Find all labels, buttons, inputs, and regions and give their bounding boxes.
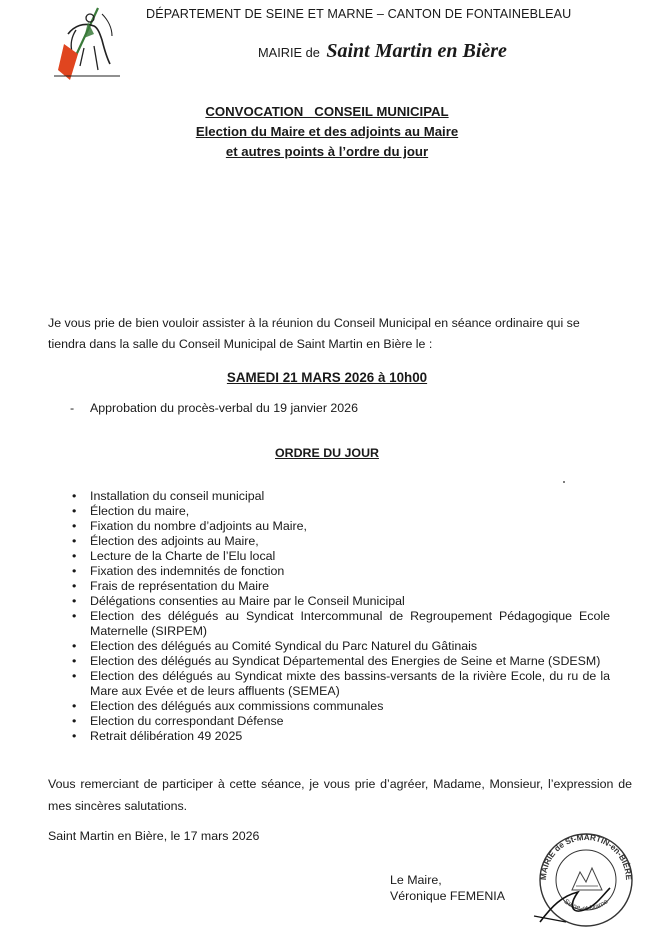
list-item: • Election des délégués au Comité Syndical du Parc Naturel du Gâtinais	[72, 639, 478, 653]
bullet-icon: •	[72, 534, 77, 548]
mairie-heading	[258, 40, 507, 63]
bullet-icon: •	[72, 519, 77, 533]
list-item: • Fixation du nombre d’adjoints au Maire,	[72, 519, 307, 533]
title-convocation: CONVOCATION CONSEIL MUNICIPAL	[205, 104, 449, 119]
bullet-icon: •	[72, 654, 77, 668]
preliminary-marker: -	[70, 401, 75, 415]
list-item: • Retrait délibération 49 2025	[72, 729, 243, 743]
signature-block	[390, 872, 505, 904]
preliminary-item: Approbation du procès-verbal du 19 janvier 2026	[90, 401, 358, 415]
bullet-icon: •	[72, 504, 77, 518]
meeting-date: SAMEDI 21 MARS 2026 à 10h00	[226, 370, 428, 385]
title-other-points: et autres points à l’ordre du jour	[225, 144, 429, 159]
bullet-icon: •	[72, 579, 77, 593]
agenda-list	[70, 489, 610, 744]
bullet-icon: •	[72, 699, 77, 713]
bullet-icon: •	[72, 564, 77, 578]
list-item: • Lecture de la Charte de l’Elu local	[72, 549, 276, 563]
svg-text:MAIRIE de St-MARTIN-en-BIÈRE	[539, 833, 633, 881]
mairie-prefix: MAIRIE de	[258, 45, 320, 60]
signer-name: Véronique FEMENIA	[390, 889, 506, 903]
title-election: Election du Maire et des adjoints au Maire	[195, 124, 459, 139]
list-item: • Fixation des indemnités de fonction	[72, 564, 285, 578]
bullet-icon: •	[72, 609, 77, 623]
town-logo-icon	[50, 4, 122, 82]
svg-text:Seine-et-Marne	[562, 898, 609, 912]
place-and-date: Saint Martin en Bière, le 17 mars 2026	[48, 829, 260, 843]
stamp-bottom-text: Seine-et-Marne	[562, 898, 610, 913]
closing-paragraph: Vous remerciant de participer à cette séance, je vous prie d’agréer, Madame, Monsieur, l’expression de mes sincères salutations.	[48, 777, 632, 813]
document-titles	[0, 102, 654, 162]
list-item: • Frais de représentation du Maire	[72, 579, 270, 593]
department-heading: DÉPARTEMENT DE SEINE ET MARNE – CANTON DE FONTAINEBLEAU	[146, 7, 572, 21]
bullet-icon: •	[72, 489, 77, 503]
list-item: • Délégations consenties au Maire par le Conseil Municipal	[72, 594, 405, 608]
stamp-top-text: MAIRIE de St-MARTIN-en-BIÈRE	[538, 832, 634, 881]
list-item: • Election des délégués au Syndicat mixte des bassins-versants de la rivière Ecole, du ru de la Mare aux Evée et de leurs affluents (SEMEA)	[72, 669, 610, 698]
list-item: • Election des délégués au Syndicat Intercommunal de Regroupement Pédagogique Ecole Maternelle (SIRPEM)	[72, 609, 610, 638]
list-item: • Election du correspondant Défense	[72, 714, 284, 728]
mairie-stamp-icon	[532, 826, 640, 930]
bullet-icon: •	[72, 729, 77, 743]
list-item: • Election des délégués au Syndicat Départemental des Energies de Seine et Marne (SDESM)	[72, 654, 601, 668]
bullet-icon: •	[72, 639, 77, 653]
bullet-icon: •	[72, 549, 77, 563]
list-item: • Élection des adjoints au Maire,	[72, 534, 259, 548]
bullet-icon: •	[72, 669, 77, 683]
intro-paragraph: Je vous prie de bien vouloir assister à la réunion du Conseil Municipal en séance ordinaire qui se tiendra dans la salle du Conseil Municipal de Saint Martin en Bière le :	[48, 316, 580, 351]
agenda-heading: ORDRE DU JOUR	[275, 446, 379, 460]
list-item: • Installation du conseil municipal	[72, 489, 265, 503]
bullet-icon: •	[72, 714, 77, 728]
town-name: Saint Martin en Bière	[326, 40, 507, 62]
list-item: • Élection du maire,	[72, 504, 190, 518]
list-item: • Election des délégués aux commissions communales	[72, 699, 384, 713]
signer-role: Le Maire,	[390, 873, 442, 887]
bullet-icon: •	[72, 594, 77, 608]
scan-speck	[563, 481, 565, 483]
